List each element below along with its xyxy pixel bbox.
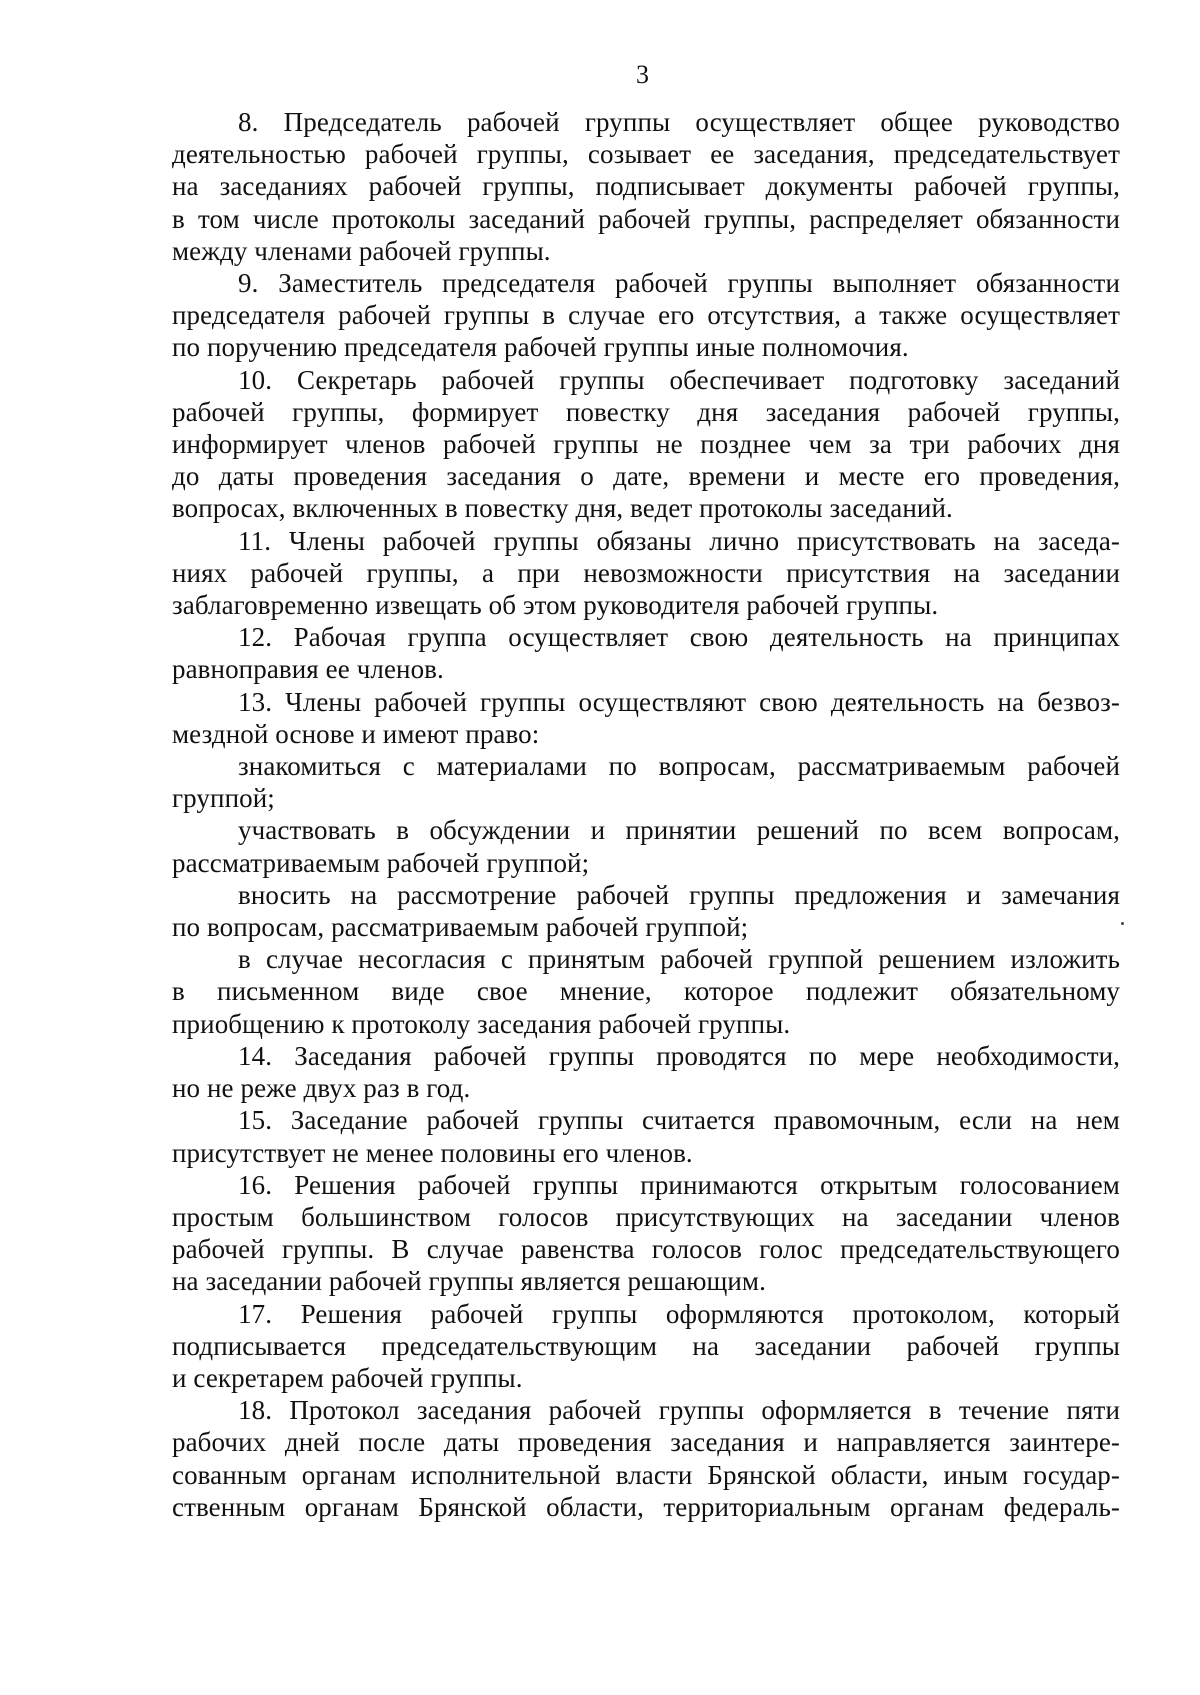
page-number: 3 [636,60,649,89]
paragraph-line: присутствует не менее половины его членов. [172,1137,693,1168]
paragraph [172,943,1120,1040]
paragraph-line: в случае несогласия с принятым рабочей группой решением изложить [238,944,1120,975]
paragraph-line: 16. Решения рабочей группы принимаются открытым голосованием [238,1169,1120,1200]
paragraph-line: между членами рабочей группы. [172,235,551,266]
paragraph-line: равноправия ее членов. [172,654,444,685]
paragraph-line: ственным органам Брянской области, территориальным органам федераль- [172,1491,1120,1522]
paragraph [172,1298,1120,1395]
paragraph-line: 18. Протокол заседания рабочей группы оформляется в течение пяти [238,1395,1120,1426]
paragraph-line: вносить на рассмотрение рабочей группы предложения и замечания [238,879,1120,910]
paragraph-line: 15. Заседание рабочей группы считается правомочным, если на нем [238,1105,1120,1136]
paragraph-line: знакомиться с материалами по вопросам, рассматриваемым рабочей [238,751,1120,782]
paragraph [172,1104,1120,1168]
paragraph-line: рабочей группы. В случае равенства голосов голос председательствующего [172,1234,1120,1265]
paragraph-line: на заседании рабочей группы является решающим. [172,1266,766,1297]
paragraph [172,106,1120,267]
paragraph-line: 17. Решения рабочей группы оформляются протоколом, который [238,1298,1120,1329]
paragraph-line: и секретарем рабочей группы. [172,1362,523,1393]
paragraph-line: рабочих дней после даты проведения заседания и направляется заинтере- [172,1427,1120,1458]
paragraph-line: 10. Секретарь рабочей группы обеспечивает подготовку заседаний [238,364,1120,395]
paragraph-line: 13. Члены рабочей группы осуществляют свою деятельность на безвоз- [238,686,1120,717]
paragraph-line: заблаговременно извещать об этом руководителя рабочей группы. [172,590,939,621]
paragraph [172,814,1120,878]
document-body [172,106,1120,1523]
paragraph-line: простым большинством голосов присутствующих на заседании членов [172,1201,1120,1232]
paragraph-line: в том числе протоколы заседаний рабочей группы, распределяет обязанности [172,203,1120,234]
paragraph [172,750,1120,814]
paragraph [172,1169,1120,1298]
paragraph-line: ниях рабочей группы, а при невозможности присутствия на заседании [172,557,1120,588]
paragraph-line: приобщению к протоколу заседания рабочей группы. [172,1008,791,1039]
paragraph [172,879,1120,943]
paragraph-line: но не реже двух раз в год. [172,1073,471,1104]
paragraph-line: председателя рабочей группы в случае его отсутствия, а также осуществляет [172,300,1120,331]
paragraph-line: в письменном виде свое мнение, которое подлежит обязательному [172,976,1120,1007]
paragraph [172,621,1120,685]
paragraph-line: по вопросам, рассматриваемым рабочей группой; [172,912,749,943]
paragraph-line: 8. Председатель рабочей группы осуществляет общее руководство [238,107,1120,137]
paragraph [172,364,1120,525]
paragraph-line: сованным органам исполнительной власти Брянской области, иным государ- [172,1459,1120,1490]
paragraph [172,267,1120,364]
paragraph-line: участвовать в обсуждении и принятии решений по всем вопросам, [238,815,1120,846]
paragraph [172,525,1120,622]
paragraph-line: по поручению председателя рабочей группы иные полномочия. [172,332,909,363]
paragraph-line: деятельностью рабочей группы, созывает ее заседания, председательствует [172,139,1120,170]
paragraph-line: группой; [172,783,275,814]
paragraph-line: на заседаниях рабочей группы, подписывает документы рабочей группы, [172,171,1120,202]
paragraph-line: вопросах, включенных в повестку дня, ведет протоколы заседаний. [172,493,953,524]
paragraph-line: 14. Заседания рабочей группы проводятся по мере необходимости, [238,1040,1120,1071]
paragraph-line: подписывается председательствующим на заседании рабочей группы [172,1330,1120,1361]
paragraph-line: мездной основе и имеют право: [172,718,540,749]
paragraph-line: до даты проведения заседания о дате, времени и месте его проведения, [172,461,1120,492]
scan-speck [1121,922,1124,925]
paragraph [172,1394,1120,1523]
paragraph-line: 11. Члены рабочей группы обязаны лично присутствовать на заседа- [238,525,1120,556]
paragraph-line: рассматриваемым рабочей группой; [172,847,590,878]
paragraph-line: 9. Заместитель председателя рабочей группы выполняет обязанности [238,268,1120,299]
paragraph-line: рабочей группы, формирует повестку дня заседания рабочей группы, [172,396,1120,427]
paragraph [172,1040,1120,1104]
paragraph-line: 12. Рабочая группа осуществляет свою деятельность на принципах [238,622,1120,653]
paragraph-line: информирует членов рабочей группы не позднее чем за три рабочих дня [172,429,1120,460]
paragraph [172,686,1120,750]
